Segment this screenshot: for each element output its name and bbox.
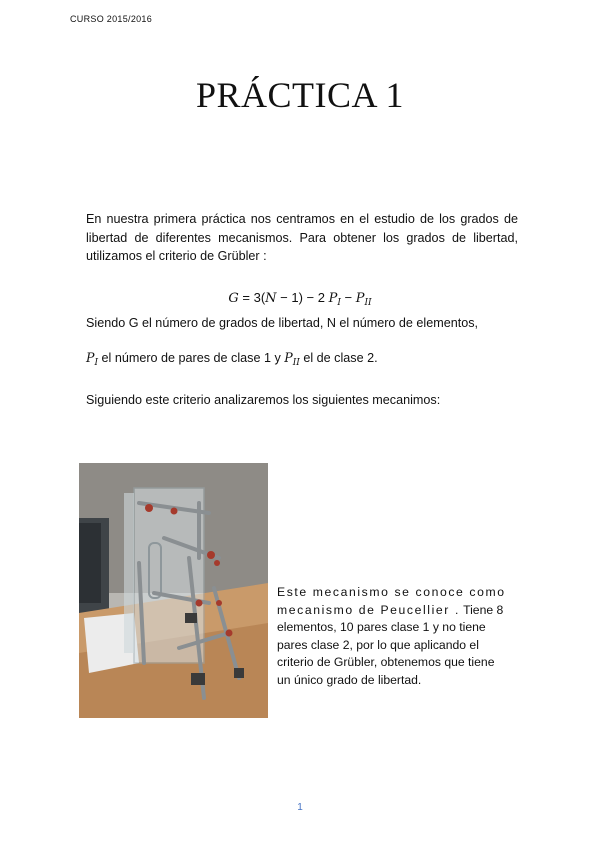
definition-line: Siendo G el número de grados de libertad, N el número de elementos, xyxy=(86,316,479,330)
course-header: CURSO 2015/2016 xyxy=(70,14,153,24)
formula-mid: − 1) − 2 xyxy=(276,290,329,305)
page-number: 1 xyxy=(297,802,303,813)
caption-part1: Este mecanismo se conoce como mecanismo de Peucellier . xyxy=(277,585,506,617)
formula-minus: − xyxy=(340,290,356,305)
pairs-line xyxy=(86,350,378,368)
pairs-text1: el número de pares de clase 1 y xyxy=(98,351,285,365)
pairs-p2: P xyxy=(284,350,293,365)
pairs-sub1: I xyxy=(94,358,99,368)
pairs-text2: el de clase 2. xyxy=(299,351,378,365)
formula-p1: P xyxy=(328,291,338,306)
formula-sub2: II xyxy=(364,298,372,308)
formula-n: N xyxy=(265,291,277,306)
formula-g: G xyxy=(228,291,239,306)
caption-part2: Tiene 8 elementos, 10 pares clase 1 y no tiene pares clase 2, por lo que aplicando el criterio de Grübler, obtenemos que tiene un único grado de libertad. xyxy=(277,602,504,687)
mechanism-photo xyxy=(79,463,268,718)
peaucellier-mechanism-image xyxy=(79,463,268,718)
formula-p2: P xyxy=(355,291,365,306)
formula-eq: = 3( xyxy=(238,290,266,305)
analysis-line: Siguiendo este criterio analizaremos los siguientes mecanimos: xyxy=(86,393,441,407)
intro-paragraph: En nuestra primera práctica nos centramos en el estudio de los grados de libertad de diferentes mecanismos. Para obtener los grados de libertad, utilizamos el criterio de Grübler : xyxy=(86,212,518,263)
mechanism-caption xyxy=(277,584,507,689)
grubler-formula xyxy=(0,290,600,306)
pairs-sub2: II xyxy=(292,358,300,368)
formula-sub1: I xyxy=(337,298,341,308)
page-title: PRÁCTICA 1 xyxy=(195,75,405,115)
pairs-p1: P xyxy=(86,350,95,365)
